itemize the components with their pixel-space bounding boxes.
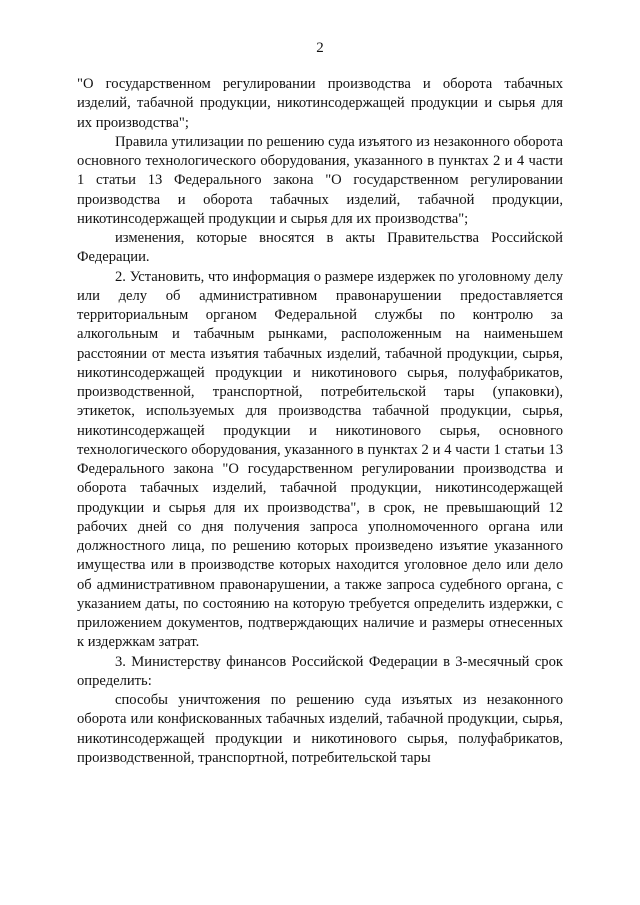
document-body (77, 75, 563, 768)
page-number: 2 (316, 40, 324, 56)
paragraph: изменения, которые вносятся в акты Правительства Российской Федерации. (77, 230, 563, 266)
paragraph: "О государственном регулировании производства и оборота табачных изделий, табачной продукции, никотинсодержащей продукции и сырья для их производства"; (77, 76, 563, 131)
paragraph: способы уничтожения по решению суда изъятых из незаконного оборота или конфискованных табачных изделий, табачной продукции, сырья, никотинсодержащей продукции и никотинового сырья, полуфабрикатов, производственной, транспортной, потребительской тары (77, 692, 563, 766)
paragraph: Правила утилизации по решению суда изъятого из незаконного оборота основного технологического оборудования, указанного в пунктах 2 и 4 части 1 статьи 13 Федерального закона "О государственном регулировании производства и оборота табачных изделий, табачной продукции, никотинсодержащей продукции и сырья для их производства"; (77, 133, 563, 227)
paragraph: 2. Установить, что информация о размере издержек по уголовному делу или делу об административном правонарушении предоставляется территориальным органом Федеральной службы по контролю за алкогольным и табачным рынками, расположенным на наименьшем расстоянии от места изъятия табачных изделий, табачной продукции, сырья, никотинсодержащей продукции и никотинового сырья, полуфабрикатов, производственной, транспортной, потребительской тары (упаковки), этикеток, используемых для производства табачной продукции, сырья, никотинсодержащей продукции и никотинового сырья, основного технологического оборудования, указанного в пунктах 2 и 4 части 1 статьи 13 Федерального закона "О государственном регулировании производства и оборота табачных изделий, табачной продукции, никотинсодержащей продукции и сырья для их производства", в срок, не превышающий 12 рабочих дней со дня получения запроса уполномоченного органа или должностного лица, по решению которых произведено изъятие указанного имущества или в производстве которых находится уголовное дело или дело об административном правонарушении, а также запроса судебного органа, с указанием даты, по состоянию на которую требуется определить издержки, с приложением документов, подтверждающих наличие и размеры отнесенных к издержкам затрат. (77, 268, 563, 651)
paragraph: 3. Министерству финансов Российской Федерации в 3-месячный срок определить: (77, 653, 563, 689)
